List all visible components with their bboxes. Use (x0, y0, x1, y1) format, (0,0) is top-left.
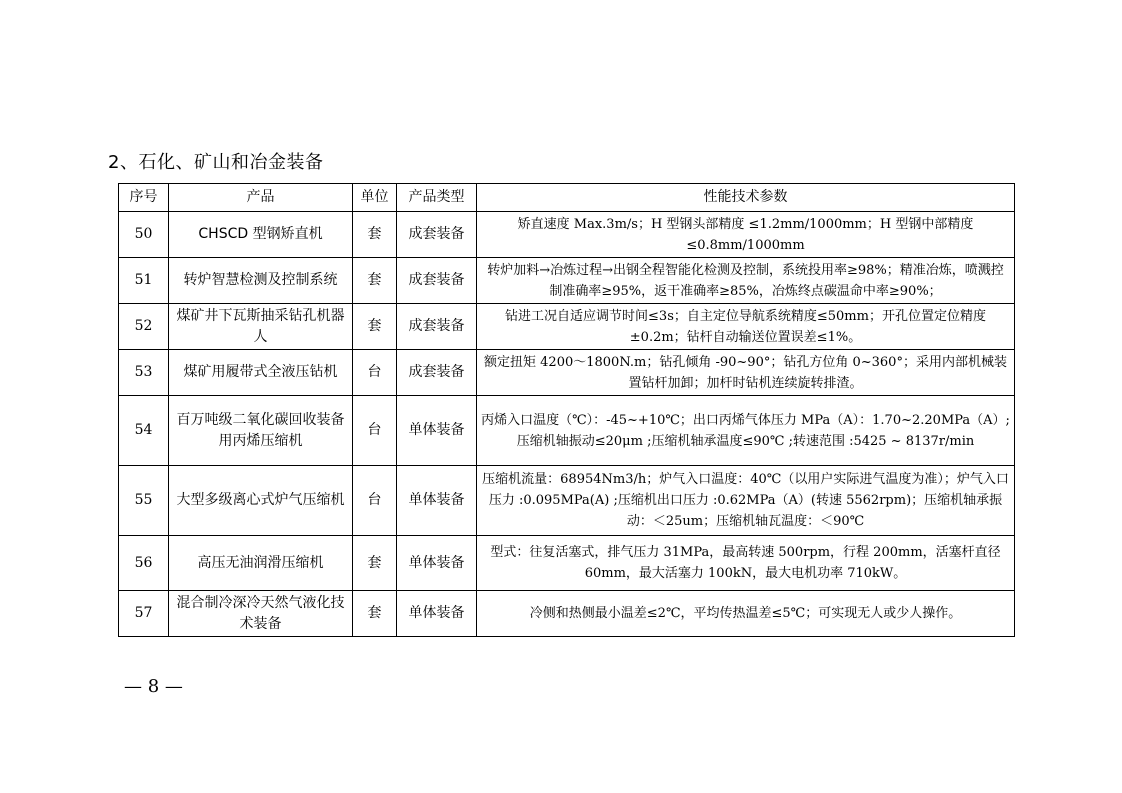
table-row (119, 466, 1015, 536)
header-product: 产品 (169, 184, 353, 212)
row-type: 成套装备 (397, 212, 477, 258)
row-type: 单体装备 (397, 536, 477, 591)
table-row (119, 258, 1015, 304)
row-performance: 钻进工况自适应调节时间≤3s；自主定位导航系统精度≤50mm；开孔位置定位精度±0.2m；钻杆自动输送位置误差≤1%。 (477, 304, 1015, 350)
row-product: 转炉智慧检测及控制系统 (169, 258, 353, 304)
section-title: 2、石化、矿山和冶金装备 (108, 152, 324, 173)
header-index: 序号 (119, 184, 169, 212)
row-performance: 型式：往复活塞式，排气压力 31MPa，最高转速 500rpm，行程 200mm，活塞杆直径 60mm，最大活塞力 100kN，最大电机功率 710kW。 (477, 536, 1015, 591)
row-product: 高压无油润滑压缩机 (169, 536, 353, 591)
row-unit: 台 (353, 466, 397, 536)
row-type: 成套装备 (397, 350, 477, 396)
row-index: 54 (119, 396, 169, 466)
row-performance: 冷侧和热侧最小温差≤2℃，平均传热温差≤5℃；可实现无人或少人操作。 (477, 591, 1015, 637)
row-unit: 套 (353, 591, 397, 637)
table-row (119, 350, 1015, 396)
row-index: 52 (119, 304, 169, 350)
table-row (119, 212, 1015, 258)
row-unit: 台 (353, 396, 397, 466)
row-type: 单体装备 (397, 396, 477, 466)
table-header-row (119, 184, 1015, 212)
row-product: 大型多级离心式炉气压缩机 (169, 466, 353, 536)
row-type: 成套装备 (397, 304, 477, 350)
row-product: CHSCD 型钢矫直机 (169, 212, 353, 258)
table-row (119, 591, 1015, 637)
row-product: 百万吨级二氧化碳回收装备用丙烯压缩机 (169, 396, 353, 466)
row-performance: 压缩机流量：68954Nm3/h；炉气入口温度：40℃（以用户实际进气温度为准）；炉气入口压力 :0.095MPa(A) ;压缩机出口压力 :0.62MPa（A）(转速 5562rpm)；压缩机轴承振动：＜25um；压缩机轴瓦温度：＜90℃ (477, 466, 1015, 536)
row-index: 57 (119, 591, 169, 637)
equipment-table (118, 183, 1015, 637)
row-index: 51 (119, 258, 169, 304)
row-product: 煤矿井下瓦斯抽采钻孔机器人 (169, 304, 353, 350)
row-performance: 额定扭矩 4200～1800N.m；钻孔倾角 -90~90°；钻孔方位角 0~360°；采用内部机械装置钻杆加卸；加杆时钻机连续旋转排渣。 (477, 350, 1015, 396)
row-product: 煤矿用履带式全液压钻机 (169, 350, 353, 396)
row-index: 53 (119, 350, 169, 396)
row-product: 混合制冷深冷天然气液化技术装备 (169, 591, 353, 637)
row-performance: 转炉加料→冶炼过程→出钢全程智能化检测及控制，系统投用率≥98%；精准冶炼，喷溅控制准确率≥95%，返干准确率≥85%，冶炼终点碳温命中率≥90%； (477, 258, 1015, 304)
row-index: 55 (119, 466, 169, 536)
row-unit: 台 (353, 350, 397, 396)
row-unit: 套 (353, 212, 397, 258)
row-type: 成套装备 (397, 258, 477, 304)
row-performance: 矫直速度 Max.3m/s；H 型钢头部精度 ≤1.2mm/1000mm；H 型钢中部精度≤0.8mm/1000mm (477, 212, 1015, 258)
page-number: — 8 — (124, 676, 183, 697)
table-row (119, 396, 1015, 466)
header-unit: 单位 (353, 184, 397, 212)
row-unit: 套 (353, 258, 397, 304)
row-type: 单体装备 (397, 466, 477, 536)
row-index: 50 (119, 212, 169, 258)
table-row (119, 304, 1015, 350)
row-unit: 套 (353, 536, 397, 591)
row-unit: 套 (353, 304, 397, 350)
row-index: 56 (119, 536, 169, 591)
table-row (119, 536, 1015, 591)
row-performance: 丙烯入口温度（℃）：-45~+10℃；出口丙烯气体压力 MPa（A）：1.70~2.20MPa（A）;压缩机轴振动≤20μm ;压缩机轴承温度≤90℃ ;转速范围 :5425 ~ 8137r/min (477, 396, 1015, 466)
row-type: 单体装备 (397, 591, 477, 637)
header-performance: 性能技术参数 (477, 184, 1015, 212)
header-type: 产品类型 (397, 184, 477, 212)
